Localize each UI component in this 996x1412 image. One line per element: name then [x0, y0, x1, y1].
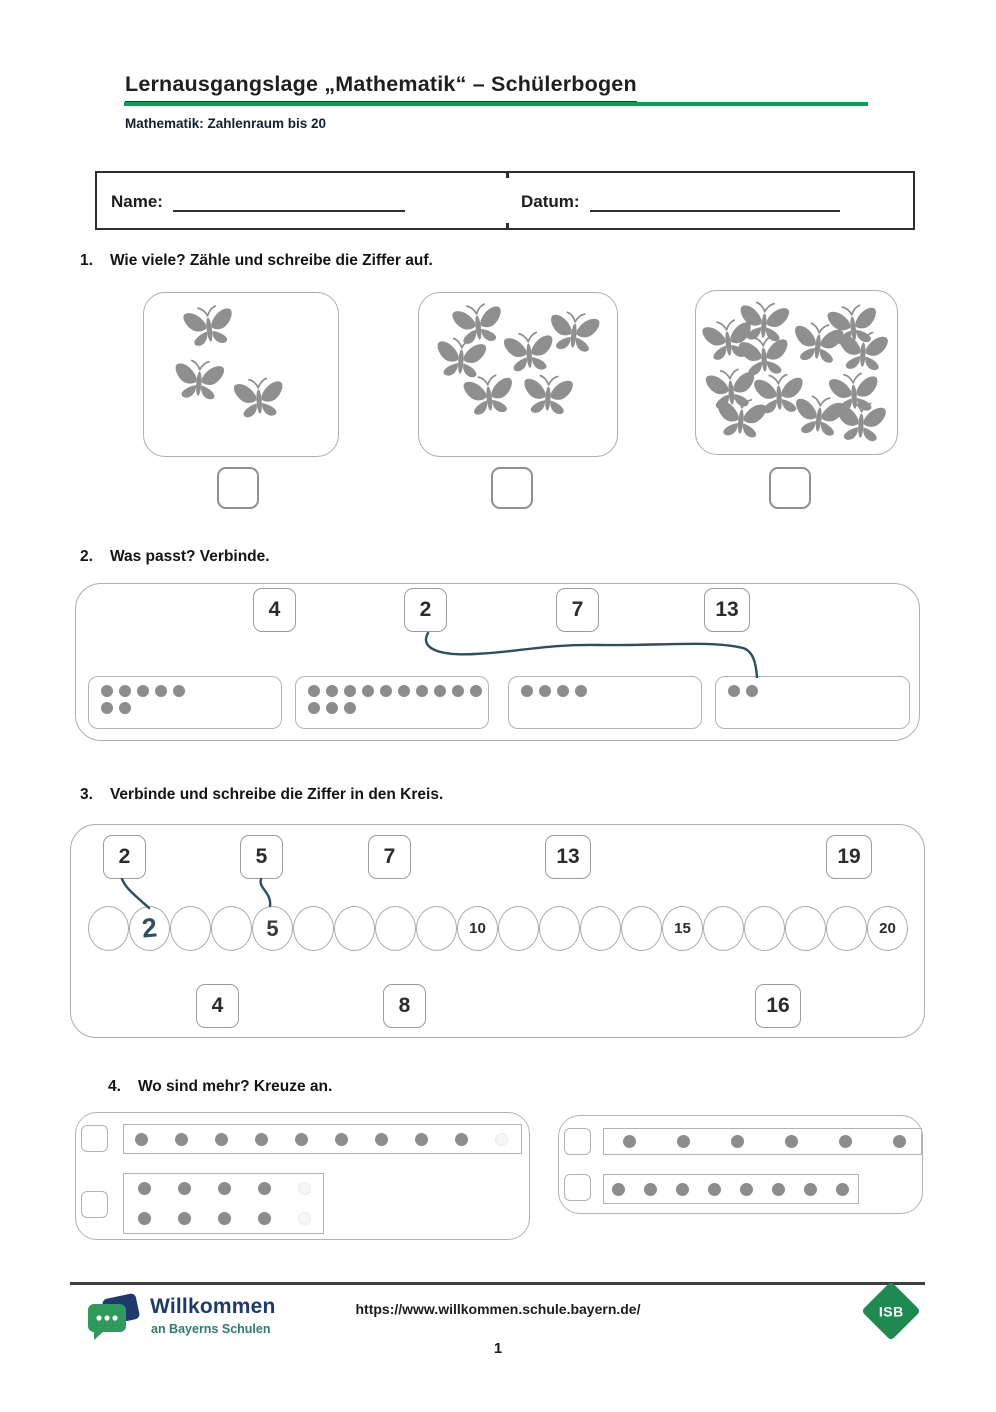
- page-number: 1: [493, 1340, 503, 1357]
- counting-dot: [839, 1135, 852, 1148]
- dot-line: [124, 1182, 323, 1195]
- counting-dot: [175, 1133, 188, 1146]
- name-date-box: [95, 171, 915, 230]
- number-circle-9[interactable]: [416, 906, 457, 951]
- counting-dot: [434, 685, 446, 697]
- more-checkbox-left-bottom[interactable]: [81, 1191, 108, 1218]
- task3-number: 3.: [80, 786, 93, 803]
- empty-dot-placeholder: [495, 1133, 508, 1146]
- dot-box-2[interactable]: [295, 676, 489, 729]
- bottom-card-4[interactable]: 4: [196, 984, 239, 1028]
- top-card-13[interactable]: 13: [545, 835, 591, 879]
- number-circle-16[interactable]: [703, 906, 744, 951]
- counting-dot: [258, 1182, 271, 1195]
- dot-row: [101, 685, 269, 697]
- butterfly-icon: [232, 375, 287, 423]
- counting-dot: [644, 1183, 657, 1196]
- counting-dot: [772, 1183, 785, 1196]
- butterfly-card-3: [695, 290, 898, 455]
- footer-rule: [70, 1282, 925, 1285]
- dot-row: [308, 685, 476, 697]
- box-divider-tick-bottom: [506, 223, 509, 229]
- butterfly-icon: [181, 302, 238, 352]
- task3-prompt: Verbinde und schreibe die Ziffer in den Kreis.: [109, 786, 444, 803]
- brand-name: Willkommen: [150, 1295, 276, 1318]
- counting-dot: [415, 1133, 428, 1146]
- counting-dot: [119, 685, 131, 697]
- printed-number: 10: [469, 920, 486, 937]
- counting-dot: [326, 702, 338, 714]
- counting-dot: [623, 1135, 636, 1148]
- more-checkbox-left-top[interactable]: [81, 1125, 108, 1152]
- answer-box-1[interactable]: [217, 467, 259, 509]
- counting-dot: [308, 685, 320, 697]
- counting-dot: [676, 1183, 689, 1196]
- number-circle-19[interactable]: [826, 906, 867, 951]
- counting-dot: [258, 1212, 271, 1225]
- top-card-19[interactable]: 19: [826, 835, 872, 879]
- dot-box-3[interactable]: [508, 676, 702, 729]
- footer-url[interactable]: https://www.willkommen.schule.bayern.de/: [355, 1301, 641, 1317]
- dot-row: [308, 702, 476, 714]
- counting-dot: [215, 1133, 228, 1146]
- counting-dot: [344, 685, 356, 697]
- counting-dot: [804, 1183, 817, 1196]
- number-circle-3[interactable]: [170, 906, 211, 951]
- dot-line: [604, 1183, 858, 1196]
- number-circle-12[interactable]: [539, 906, 580, 951]
- dot-box-1[interactable]: [88, 676, 282, 729]
- answer-box-3[interactable]: [769, 467, 811, 509]
- dot-row: [101, 702, 269, 714]
- date-label: Datum:: [521, 192, 580, 211]
- counting-dot: [218, 1182, 231, 1195]
- top-card-5[interactable]: 5: [240, 835, 283, 879]
- butterfly-icon: [834, 400, 888, 447]
- number-card-4[interactable]: 4: [253, 588, 296, 632]
- counting-dot: [677, 1135, 690, 1148]
- counting-dot: [746, 685, 758, 697]
- task2-prompt: Was passt? Verbinde.: [109, 548, 270, 565]
- number-circle-14[interactable]: [621, 906, 662, 951]
- number-circle-10[interactable]: [457, 906, 498, 951]
- empty-dot-placeholder: [298, 1212, 311, 1225]
- top-card-7[interactable]: 7: [368, 835, 411, 879]
- more-checkbox-right-bottom[interactable]: [564, 1174, 591, 1201]
- counting-dot: [155, 685, 167, 697]
- task4-prompt: Wo sind mehr? Kreuze an.: [137, 1078, 333, 1095]
- counting-dot: [344, 702, 356, 714]
- answer-box-2[interactable]: [491, 467, 533, 509]
- empty-dot-placeholder: [298, 1182, 311, 1195]
- task1-heading: [80, 252, 433, 270]
- counting-dot: [416, 685, 428, 697]
- counting-dot: [135, 1133, 148, 1146]
- counting-dot: [521, 685, 533, 697]
- task1-number: 1.: [80, 252, 93, 269]
- task2-heading: [80, 548, 270, 566]
- counting-dot: [308, 702, 320, 714]
- dot-box-4[interactable]: [715, 676, 910, 729]
- date-input-line[interactable]: [590, 190, 840, 212]
- isb-logo: ISB: [861, 1281, 920, 1340]
- counting-dot: [728, 685, 740, 697]
- page-title: Lernausgangslage „Mathematik“ – Schülerbogen: [125, 72, 637, 103]
- dot-strip-1-2: [123, 1173, 324, 1234]
- counting-dot: [218, 1212, 231, 1225]
- counting-dot: [708, 1183, 721, 1196]
- counting-dot: [178, 1212, 191, 1225]
- number-circle-15[interactable]: [662, 906, 703, 951]
- counting-dot: [575, 685, 587, 697]
- dot-row: [521, 685, 689, 697]
- number-circle-13[interactable]: [580, 906, 621, 951]
- counting-dot: [101, 685, 113, 697]
- counting-dot: [119, 702, 131, 714]
- handwritten-number: 2: [140, 912, 159, 944]
- counting-dot: [455, 1133, 468, 1146]
- brand-subtitle: an Bayerns Schulen: [151, 1322, 271, 1336]
- number-card-13[interactable]: 13: [704, 588, 750, 632]
- top-card-2[interactable]: 2: [103, 835, 146, 879]
- number-card-2[interactable]: 2: [404, 588, 447, 632]
- box-divider-tick-top: [506, 172, 509, 178]
- counting-dot: [362, 685, 374, 697]
- number-circle-row: [88, 906, 908, 951]
- counting-dot: [612, 1183, 625, 1196]
- butterfly-icon: [172, 357, 227, 405]
- number-circle-1[interactable]: [88, 906, 129, 951]
- counting-dot: [836, 1183, 849, 1196]
- number-circle-5[interactable]: [252, 906, 293, 951]
- number-circle-2[interactable]: [129, 906, 170, 951]
- compare-panel-left: [75, 1112, 530, 1240]
- bottom-card-8[interactable]: 8: [383, 984, 426, 1028]
- counting-dot: [137, 685, 149, 697]
- dot-row: [728, 685, 897, 697]
- counting-dot: [785, 1135, 798, 1148]
- number-circle-8[interactable]: [375, 906, 416, 951]
- number-card-7[interactable]: 7: [556, 588, 599, 632]
- number-circle-20[interactable]: [867, 906, 908, 951]
- butterfly-icon: [521, 373, 575, 420]
- counting-dot: [470, 685, 482, 697]
- counting-dot: [138, 1182, 151, 1195]
- counting-dot: [740, 1183, 753, 1196]
- dot-strip-2-2: [603, 1174, 859, 1204]
- counting-dot: [539, 685, 551, 697]
- counting-dot: [295, 1133, 308, 1146]
- name-input-line[interactable]: [173, 190, 405, 212]
- task4-heading: [108, 1078, 332, 1096]
- counting-dot: [731, 1135, 744, 1148]
- counting-dot: [101, 702, 113, 714]
- dot-line: [124, 1212, 323, 1225]
- task4-number: 4.: [108, 1078, 121, 1095]
- dot-line: [124, 1133, 521, 1146]
- name-label: Name:: [111, 192, 163, 211]
- counting-dot: [398, 685, 410, 697]
- number-circle-6[interactable]: [293, 906, 334, 951]
- more-checkbox-right-top[interactable]: [564, 1128, 591, 1155]
- printed-number: 15: [674, 920, 691, 937]
- dot-line: [604, 1135, 921, 1148]
- counting-dot: [178, 1182, 191, 1195]
- handwritten-number: 5: [266, 915, 279, 941]
- counting-dot: [255, 1133, 268, 1146]
- bottom-card-16[interactable]: 16: [755, 984, 801, 1028]
- counting-dot: [893, 1135, 906, 1148]
- dot-strip-1-1: [123, 1124, 522, 1154]
- task2-number: 2.: [80, 548, 93, 565]
- page-subtitle: Mathematik: Zahlenraum bis 20: [125, 116, 327, 131]
- number-circle-4[interactable]: [211, 906, 252, 951]
- task1-prompt: Wie viele? Zähle und schreibe die Ziffer auf.: [109, 252, 433, 269]
- compare-panel-right: [558, 1115, 923, 1214]
- counting-dot: [335, 1133, 348, 1146]
- counting-dot: [138, 1212, 151, 1225]
- butterfly-card-2: [418, 292, 618, 457]
- number-circle-7[interactable]: [334, 906, 375, 951]
- title-green-rule: [124, 102, 868, 106]
- printed-number: 20: [879, 920, 896, 937]
- counting-dot: [380, 685, 392, 697]
- butterfly-card-1: [143, 292, 339, 457]
- dot-strip-2-1: [603, 1128, 922, 1155]
- butterfly-icon: [461, 371, 517, 420]
- counting-dot: [326, 685, 338, 697]
- number-circle-18[interactable]: [785, 906, 826, 951]
- counting-dot: [452, 685, 464, 697]
- counting-dot: [173, 685, 185, 697]
- number-circle-11[interactable]: [498, 906, 539, 951]
- number-circle-17[interactable]: [744, 906, 785, 951]
- counting-dot: [557, 685, 569, 697]
- butterfly-icon: [546, 308, 602, 357]
- task3-heading: [80, 786, 443, 804]
- counting-dot: [375, 1133, 388, 1146]
- butterfly-icon: [836, 329, 890, 376]
